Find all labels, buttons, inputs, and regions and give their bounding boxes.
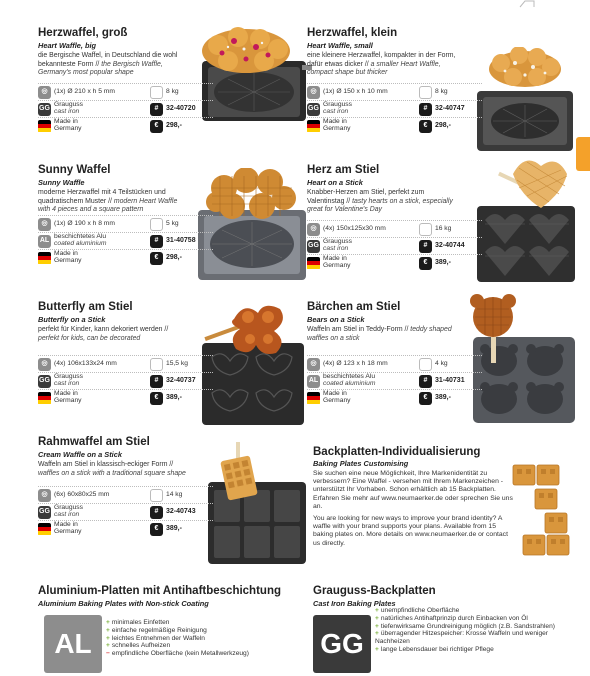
spec-article: # 32-40744: [419, 239, 465, 253]
euro-icon: €: [419, 257, 432, 270]
corner-icon: [519, 0, 535, 8]
hash-icon: #: [150, 235, 163, 248]
spec-size: ◎ (4x) 150x125x30 mm: [307, 222, 386, 236]
customising-subtitle: Baking Plates Customising: [313, 459, 409, 468]
spec-origin: Made in Germany: [38, 251, 82, 265]
product-title: Butterfly am Stiel: [38, 301, 133, 313]
castiron-subtitle: Cast Iron Baking Plates: [313, 599, 396, 608]
feature-pro: + minimales Einfetten: [106, 619, 170, 626]
product-photo: [202, 440, 308, 566]
spec-weight: ⚖ 4 kg: [419, 357, 448, 371]
weight-icon: ⚖: [150, 358, 163, 371]
spec-size: ◎ (6x) 60x80x25 mm: [38, 488, 109, 502]
customising-section: [313, 441, 573, 567]
material-gg-icon: GG: [38, 375, 51, 388]
plate-size-icon: ◎: [38, 358, 51, 371]
product-title: Rahmwaffel am Stiel: [38, 436, 150, 448]
spec-weight: ⚖ 8 kg: [419, 85, 448, 99]
spec-article: # 32-40743: [150, 505, 196, 519]
spec-origin: Made in Germany: [38, 522, 82, 536]
germany-flag-icon: [307, 120, 320, 133]
castiron-title: Grauguss-Backplatten: [313, 585, 436, 597]
product-photo: [463, 293, 577, 425]
germany-flag-icon: [38, 392, 51, 405]
spec-material: AL beschichtetes Alu coated aluminium: [39, 233, 107, 247]
aluminium-title: Aluminium-Platten mit Antihaftbeschichtung: [38, 585, 281, 597]
feature-pro: + einfache regelmäßige Reinigung: [106, 626, 207, 634]
material-gg-icon: GG: [38, 103, 51, 116]
spec-material: GG Grauguss cast iron: [308, 238, 352, 252]
spec-origin: Made in Germany: [38, 119, 82, 133]
gg-badge: GG: [313, 615, 371, 673]
spec-article: # 32-40737: [150, 374, 196, 388]
plate-size-icon: ◎: [38, 218, 51, 231]
material-gg-icon: GG: [307, 103, 320, 116]
product-title: Herzwaffel, klein: [307, 27, 398, 39]
product-cream-waffle-on-stick: [38, 436, 308, 586]
feature-pro: + natürliches Antihaftprinzip durch Einbacken von Öl: [375, 614, 528, 622]
aluminium-section: [38, 585, 308, 675]
hash-icon: #: [419, 103, 432, 116]
product-heart-waffle-big: [38, 27, 308, 177]
spec-origin: Made in Germany: [38, 391, 82, 405]
spec-weight: ⚖ 8 kg: [150, 85, 179, 99]
hash-icon: #: [150, 103, 163, 116]
spec-size: ◎ (4x) 106x133x24 mm: [38, 357, 117, 371]
product-description: Knabber-Herzen am Stiel, perfekt zum Valentinstag // tasty hearts on a stick, especially great for Valentine's Day: [307, 189, 453, 214]
euro-icon: €: [150, 523, 163, 536]
product-description: perfekt für Kinder, kann dekoriert werden // perfekt for kids, can be decorated: [38, 326, 169, 342]
material-gg-icon: GG: [307, 240, 320, 253]
al-badge: AL: [44, 615, 102, 673]
product-photo: [196, 168, 308, 282]
spec-article: # 32-40747: [419, 102, 465, 116]
product-subtitle: Cream Waffle on a Stick: [38, 450, 122, 459]
spec-size: ◎ (1x) Ø 150 x h 10 mm: [307, 85, 388, 99]
aluminium-features: [106, 619, 249, 658]
product-description: Waffeln am Stiel in Teddy-Form // teddy shaped waffles on a stick: [307, 326, 452, 342]
plate-size-icon: ◎: [38, 86, 51, 99]
germany-flag-icon: [307, 257, 320, 270]
spec-weight: ⚖ 5 kg: [150, 217, 179, 231]
product-description: eine kleinere Herzwaffel, kompakter in der Form, dafür etwas dicker // a smaller Heart Waffle, compact shape but thicker: [307, 52, 456, 77]
spec-material: GG Grauguss cast iron: [308, 101, 352, 115]
spec-price: € 389,-: [150, 522, 182, 536]
spec-material: GG Grauguss cast iron: [39, 373, 83, 387]
material-al-icon: AL: [307, 375, 320, 388]
product-subtitle: Heart Waffle, small: [307, 41, 373, 50]
spec-article: # 32-40720: [150, 102, 196, 116]
castiron-features: [375, 607, 565, 654]
customising-text-de: Sie suchen eine neue Möglichkeit, Ihre Markenidentität zu verbessern? Eine Waffel - versehen mit Ihrem Markenzeichen - unterstützt Ihr Vorhaben. Schon erhältlich ab 15 Backplatten. Erfahren Sie mehr auf www.neumaerker.de oder sprechen Sie uns an.: [313, 470, 513, 510]
custom-waffle-photo: [505, 459, 573, 559]
feature-pro: + tiefenwirksame Grundreinigung möglich (z.B. Sandstrahlen): [375, 622, 555, 630]
product-sunny-waffle: [38, 164, 308, 314]
feature-pro: + lange Lebensdauer bei richtiger Pflege: [375, 645, 494, 653]
product-bears-on-stick: [307, 301, 577, 451]
product-heart-on-stick: [307, 164, 577, 314]
hash-icon: #: [150, 506, 163, 519]
product-subtitle: Heart Waffle, big: [38, 41, 97, 50]
spec-price: € 389,-: [419, 391, 451, 405]
plate-size-icon: ◎: [38, 489, 51, 502]
germany-flag-icon: [38, 252, 51, 265]
euro-icon: €: [150, 392, 163, 405]
hash-icon: #: [419, 240, 432, 253]
weight-icon: ⚖: [419, 86, 432, 99]
product-description: moderne Herzwaffel mit 4 Teilstücken und quadratischem Muster // modern Heart Waffle with 4 pieces and a square pattern: [38, 189, 178, 214]
germany-flag-icon: [38, 523, 51, 536]
weight-icon: ⚖: [150, 86, 163, 99]
spec-size: ◎ (1x) Ø 210 x h 5 mm: [38, 85, 115, 99]
euro-icon: €: [150, 120, 163, 133]
product-butterfly-on-stick: [38, 301, 308, 451]
spec-size: ◎ (1x) Ø 190 x h 8 mm: [38, 217, 115, 231]
euro-icon: €: [150, 252, 163, 265]
spec-weight: ⚖ 16 kg: [419, 222, 451, 236]
castiron-section: [313, 585, 583, 675]
customising-text-en: You are looking for new ways to improve your brand identity? A waffle with your brand supports your plans. Available from 15 baking plates on. More details on www.neumaerker.de or contact us directly.: [313, 515, 508, 547]
hash-icon: #: [150, 375, 163, 388]
product-title: Herzwaffel, groß: [38, 27, 128, 39]
spec-price: € 389,-: [150, 391, 182, 405]
hash-icon: #: [419, 375, 432, 388]
product-subtitle: Bears on a Stick: [307, 315, 365, 324]
product-description: die Bergische Waffel, in Deutschland die wohl bekannteste Form // the Bergisch Waffle, Germany's most popular shape: [38, 52, 178, 77]
product-subtitle: Heart on a Stick: [307, 178, 363, 187]
product-photo: [198, 27, 312, 122]
product-title: Sunny Waffel: [38, 164, 111, 176]
chapter-tab[interactable]: [576, 137, 590, 171]
weight-icon: ⚖: [150, 218, 163, 231]
product-title: Herz am Stiel: [307, 164, 380, 176]
product-photo: [473, 154, 577, 284]
material-al-icon: AL: [38, 235, 51, 248]
spec-price: € 298,-: [419, 119, 451, 133]
spec-price: € 298,-: [150, 119, 182, 133]
product-subtitle: Sunny Waffle: [38, 178, 85, 187]
euro-icon: €: [419, 392, 432, 405]
feature-pro: + überragender Hitzespeicher: Krosse Waffeln und weniger Nachheizen: [375, 630, 548, 646]
weight-icon: ⚖: [419, 223, 432, 236]
germany-flag-icon: [38, 120, 51, 133]
spec-price: € 298,-: [150, 251, 182, 265]
product-description: Waffeln am Stiel in klassisch-eckiger Form // waffles on a stick with a traditional square shape: [38, 461, 186, 477]
plate-size-icon: ◎: [307, 358, 320, 371]
feature-con: − empfindliche Oberfläche (kein Metallwerkzeug): [106, 650, 249, 658]
weight-icon: ⚖: [150, 489, 163, 502]
material-gg-icon: GG: [38, 506, 51, 519]
plate-size-icon: ◎: [307, 223, 320, 236]
spec-origin: Made in Germany: [307, 119, 351, 133]
euro-icon: €: [419, 120, 432, 133]
spec-article: # 31-40731: [419, 374, 465, 388]
product-photo: [198, 297, 308, 427]
spec-weight: ⚖ 15,5 kg: [150, 357, 188, 371]
spec-weight: ⚖ 14 kg: [150, 488, 182, 502]
spec-origin: Made in Germany: [307, 256, 351, 270]
spec-origin: Made in Germany: [307, 391, 351, 405]
germany-flag-icon: [307, 392, 320, 405]
aluminium-subtitle: Aluminium Baking Plates with Non-stick Coating: [38, 599, 209, 608]
product-title: Bärchen am Stiel: [307, 301, 401, 313]
feature-pro: + schnelles Aufheizen: [106, 642, 171, 650]
product-subtitle: Butterfly on a Stick: [38, 315, 106, 324]
weight-icon: ⚖: [419, 358, 432, 371]
product-photo: [475, 47, 575, 152]
feature-pro: + leichtes Entnehmen der Waffeln: [106, 634, 205, 642]
plate-size-icon: ◎: [307, 86, 320, 99]
spec-price: € 389,-: [419, 256, 451, 270]
spec-material: AL beschichtetes Alu coated aluminium: [308, 373, 376, 387]
spec-material: GG Grauguss cast iron: [39, 101, 83, 115]
feature-pro: + unempfindliche Oberfläche: [375, 607, 460, 614]
spec-material: GG Grauguss cast iron: [39, 504, 83, 518]
customising-title: Backplatten-Individualisierung: [313, 446, 481, 458]
spec-article: # 31-40758: [150, 234, 196, 248]
spec-size: ◎ (4x) Ø 123 x h 18 mm: [307, 357, 388, 371]
